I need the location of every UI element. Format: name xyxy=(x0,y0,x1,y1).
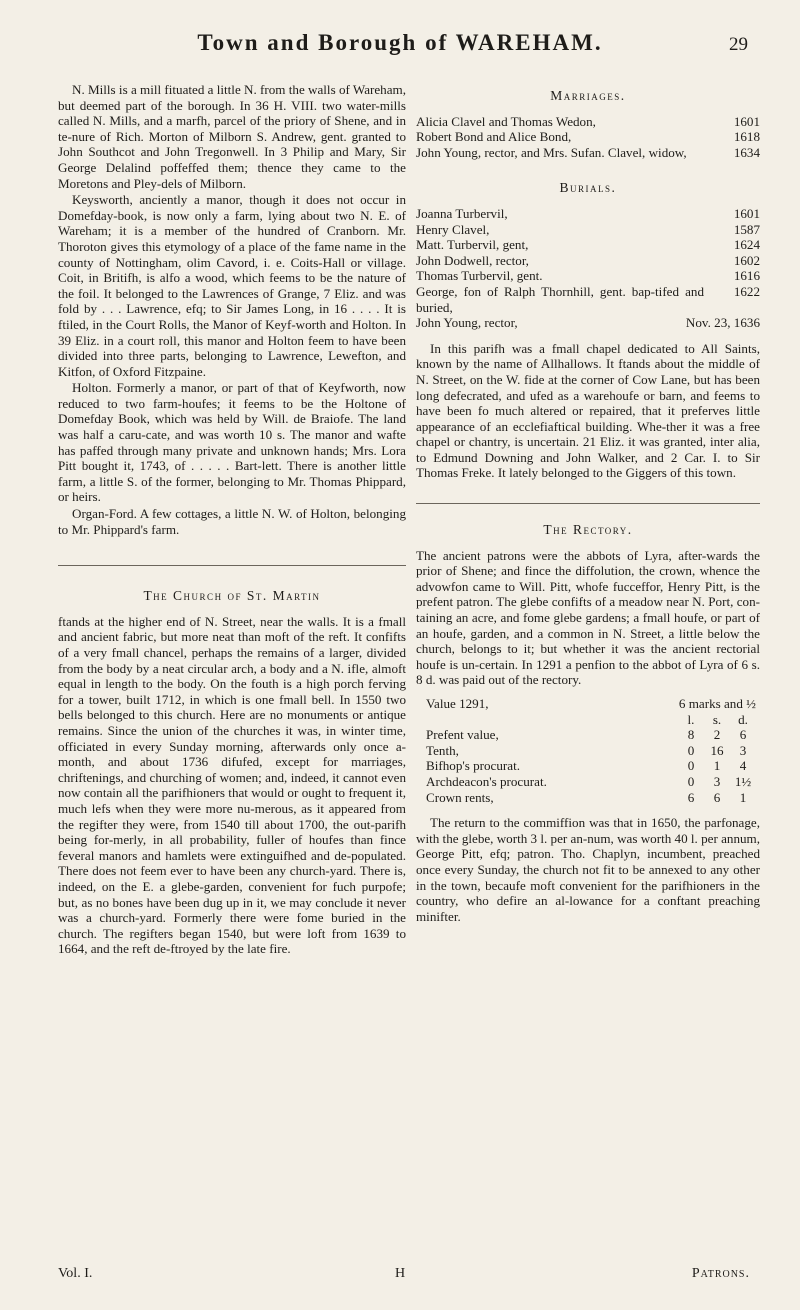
paragraph-north-mills: N. Mills is a mill fituated a little N. from the walls of Wareham, but deemed part of the borough. In 36 H. VIII. two water-mills called N. Mills, and a marfh, parcel of the priory of Shene, and in te-nure of Rich. Morton of Milborn S. Andrew, gent. granted to John Southcot and John Tregonwell. In 3 Philip and Mary, Sir George Delalind poffeffed them; thence they came to the Moretons and Pley-dels of Milborn. xyxy=(58,82,406,191)
paragraph-organ-ford: Organ-Ford. A few cottages, a little N. W. of Holton, belonging to Mr. Phippard's farm. xyxy=(58,506,406,537)
burial-entry: Joanna Turbervil, 1601 xyxy=(416,205,760,221)
paragraph-rectory: The ancient patrons were the abbots of Lyra, after-wards the prior of Shene; and fince the diffolution, the crown, whence the advowfon came to Will. Pitt, whofe fucceffor, Henry Pitt, is the prefent patron. The glebe confifts of a meadow near N. Port, con-taining an acre, and fome glebe gardens; a fmall houfe, or part of an houfe, garden, and a common in N. Street, a little below the church, belongs to it; but whether it was the ancient rectorial houfe is un-certain. In 1291 a penfion to the abbot of Lyra of 6 s. 8 d. was paid out of the rectory. xyxy=(416,547,760,688)
paragraph-keysworth: Keysworth, anciently a manor, though it does not occur in Domefday-book, is now only a farm, lying about two N. E. of Wareham; it is a member of the hundred of Cranborn. Mr. Thoroton gives this etymology of a place of the fame name in the county of Nottingham, olim Cavord, i. e. Coits-Hall or village. Coit, in Britifh, is alfo a wood, which feems to be the nature of the foil. It belonged to the Lawrences of Grange, 7 Eliz. and was fold by . . . Lawrence, efq; to Sir James Long, in 16 . . . . It is ftiled, in the Court Rolls, the Manor of Keyf-worth and Holton. In 39 Eliz. in a court roll, this manor and Holton feem to have been divided into three parts, belonging to Lawrence, Lewefton, and Kitfon, of Oxford Fitzpaine. xyxy=(58,192,406,379)
marriage-entry: John Young, rector, and Mrs. Sufan. Clavel, widow, 1634 xyxy=(416,144,760,160)
valuation-row: Crown rents, 6 6 1 xyxy=(426,789,747,805)
section-divider xyxy=(58,565,406,566)
valuation-row: Bifhop's procurat. 0 1 4 xyxy=(426,758,747,774)
running-head xyxy=(0,30,800,70)
section-divider xyxy=(416,503,760,504)
page-title: Town and Borough of WAREHAM. xyxy=(197,30,603,55)
church-heading: The Church of St. Martin xyxy=(143,588,321,604)
right-column xyxy=(416,82,760,925)
burial-entry: John Dodwell, rector, 1602 xyxy=(416,252,760,268)
page-number: 29 xyxy=(729,34,748,55)
valuation-row: Tenth, 0 16 3 xyxy=(426,742,747,758)
burial-entry: Thomas Turbervil, gent. 1616 xyxy=(416,268,760,284)
paragraph-church: ftands at the higher end of N. Street, near the walls. It is a fmall and ancient fabric, but more neat than moft of the reft. It confifts of a very fmall chancel, perhaps the remains of a larger, divided from the body by a neat circular arch, a body and a N. ifle, almoft equal in length to the body. On the fouth is a high porch ferving for a tower, built 1712, in which is one fmall bell. In 1550 two bells belonged to this church. Here are no monuments or antique remains. Since the union of the churches it was, in winter time, officiated in every Sunday morning, afterwards only once a-month, and about 1736 difufed, except for marriages, chriftenings, and churching of women; and, indeed, it cannot even now contain all the parifhioners that would or ought to frequent it, much lefs when they were more nu-merous, as it appeared from the regifter they were, from 1540 till about 1700, the out-parifh being for-merly, in all probability, fuller of houfes than fince feveral manors and hamlets were extinguifhed and de-populated. There does not feem ever to have been any church-yard. There is, indeed, on the E. a glebe-garden, convenient for fuch purpofe; but, as no bones have been dug up in it, we may conclude it never was a church-yard. Formerly there were fome buried in the church. The regifters began 1540, but were loft from 1639 to 1664, and the reft de-ftroyed by the late fire. xyxy=(58,613,406,957)
paragraph-holton: Holton. Formerly a manor, or part of that of Keyfworth, now reduced to two farm-houfes; it feems to be the Holtone of Domefday Book, which was held by Will. de Braiofe. The land was half a caru-cate, and was worth 10 s. The manor and wafte has paffed through many private and unknown hands; Mrs. Lora Pitt bought it, 1743, of . . . . . Bart-lett. There is another little farm, a little S. of the former, belonging to Mr. Thomas Phippard, or heirs. xyxy=(58,380,406,505)
burial-entry: Matt. Turbervil, gent, 1624 xyxy=(416,237,760,253)
paragraph-chapel: In this parifh was a fmall chapel dedicated to All Saints, known by the name of Allhallows. It ftands about the middle of N. Street, on the W. fide at the corner of Cow Lane, but has been long defecrated, and ufed as a warehoufe or barn, and feems to have been fo much altered or repaired, that it preferves little appearance of an ecclefiaftical building. Whe-ther it was a free chapel or chantry, is uncertain. 21 Eliz. it was granted, inter alia, to Edmund Downing and John Walker, and 2 Car. I. to Sir Thomas Freke. It lately belonged to the Giggers of this town. xyxy=(416,340,760,481)
catchword: Patrons. xyxy=(691,1266,750,1281)
volume-label: Vol. I. xyxy=(58,1266,93,1281)
paragraph-return: The return to the commiffion was that in 1650, the parfonage, with the glebe, worth 3 l. per an-num, was worth 40 l. per annum, George Pitt, efq; patron. Tho. Chaplyn, incumbent, preached once every Sunday, the church not fit to be annexed to any other in the town, becaufe moft convenient for the parifhioners in the country, who defire an al-lowance for a conftant preaching minifter. xyxy=(416,815,760,924)
page-footer xyxy=(0,1266,800,1290)
valuation-table xyxy=(426,696,756,805)
marriage-entry: Robert Bond and Alice Bond, 1618 xyxy=(416,129,760,145)
valuation-row: Prefent value, 8 2 6 xyxy=(426,727,747,743)
valuation-row: Value 1291, 6 marks and ½ xyxy=(426,696,756,711)
marriages-list xyxy=(416,114,760,161)
signature-mark: H xyxy=(395,1266,406,1281)
marriages-heading: Marriages. xyxy=(550,88,626,103)
burial-entry: George, fon of Ralph Thornhill, gent. bap-tifed and buried, 1622 xyxy=(416,283,760,315)
valuation-units: l. s. d. xyxy=(687,711,748,727)
burials-list xyxy=(416,206,760,331)
left-column xyxy=(58,82,406,958)
burial-entry: John Young, rector, Nov. 23, 1636 xyxy=(416,315,760,331)
burial-entry: Henry Clavel, 1587 xyxy=(416,221,760,237)
rectory-heading: The Rectory. xyxy=(543,522,633,538)
marriage-entry: Alicia Clavel and Thomas Wedon, 1601 xyxy=(416,113,760,129)
burials-heading: Burials. xyxy=(559,180,617,196)
valuation-row: Archdeacon's procurat. 0 3 1½ xyxy=(426,773,752,789)
